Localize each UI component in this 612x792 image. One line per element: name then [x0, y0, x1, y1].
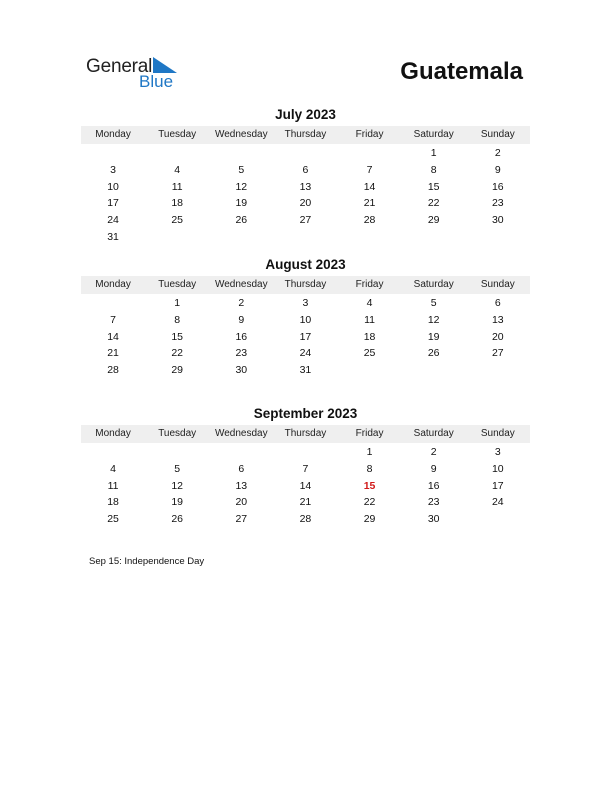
day-cell: 3	[302, 297, 309, 309]
day-cell: 10	[491, 462, 504, 475]
day-cell: 19	[235, 197, 248, 210]
day-cell: 21	[107, 347, 119, 360]
week-row	[81, 295, 530, 312]
day-cell: 30	[491, 214, 504, 227]
empty-day-cell	[81, 295, 145, 312]
day-cell: 10	[107, 180, 119, 193]
day-cell: 24	[107, 214, 119, 227]
week-row	[81, 179, 530, 196]
weekday-label: Monday	[95, 428, 131, 439]
country-title: Guatemala	[400, 58, 523, 85]
day-cell: 9	[238, 313, 245, 326]
empty-day-cell	[466, 511, 530, 528]
weekday-label: Thursday	[284, 129, 327, 140]
day-cell: 13	[235, 479, 248, 492]
week-row	[81, 478, 530, 495]
weekday-header	[81, 126, 530, 144]
day-cell: 22	[171, 347, 184, 360]
day-cell: 2	[430, 446, 437, 458]
logo-triangle-icon	[153, 57, 177, 73]
day-cell: 11	[107, 479, 119, 492]
day-cell: 16	[427, 479, 440, 492]
day-cell: 5	[238, 163, 245, 176]
month-title: July 2023	[275, 107, 336, 122]
week-row	[81, 511, 530, 528]
day-cell: 28	[299, 513, 312, 526]
day-cell: 4	[110, 462, 116, 475]
day-cell: 27	[299, 214, 312, 227]
logo-blue-text: Blue	[139, 72, 174, 91]
day-cell: 14	[107, 330, 119, 343]
day-cell: 20	[299, 197, 312, 210]
week-row	[81, 212, 530, 229]
day-cell: 13	[491, 313, 504, 326]
day-cell: 12	[171, 479, 184, 492]
day-cell: 19	[427, 330, 440, 343]
weekday-label: Saturday	[413, 279, 454, 290]
day-cell: 7	[302, 462, 309, 475]
day-cell: 3	[494, 446, 501, 458]
day-cell: 29	[171, 364, 184, 377]
empty-day-cell	[402, 362, 466, 379]
weekday-label: Tuesday	[158, 279, 197, 290]
empty-day-cell	[81, 145, 145, 162]
weekday-label: Friday	[355, 279, 384, 290]
empty-day-cell	[209, 444, 273, 461]
day-cell: 22	[363, 496, 376, 509]
month-title: August 2023	[265, 257, 346, 272]
day-cell: 16	[491, 180, 504, 193]
day-cell: 9	[430, 462, 437, 475]
month-weeks	[81, 443, 530, 528]
empty-day-cell	[209, 145, 273, 162]
weekday-label: Sunday	[480, 279, 515, 290]
day-cell: 26	[171, 513, 184, 526]
weekday-label: Thursday	[284, 428, 327, 439]
day-cell: 25	[107, 513, 119, 526]
day-cell: 25	[363, 347, 376, 360]
weekday-header	[81, 425, 530, 443]
day-cell: 1	[430, 147, 437, 159]
day-cell: 8	[430, 163, 437, 176]
day-cell: 12	[427, 313, 440, 326]
day-cell: 28	[107, 364, 119, 377]
empty-day-cell	[273, 229, 337, 246]
week-row	[81, 229, 530, 246]
day-cell: 11	[364, 313, 376, 326]
day-cell: 14	[299, 479, 312, 492]
empty-day-cell	[145, 229, 209, 246]
day-cell: 12	[235, 180, 248, 193]
logo-general-text: General	[86, 56, 153, 77]
empty-day-cell	[273, 145, 337, 162]
day-cell: 11	[171, 180, 183, 193]
day-cell: 20	[235, 496, 248, 509]
day-cell: 18	[107, 496, 119, 509]
day-cell: 18	[171, 197, 184, 210]
weekday-label: Sunday	[480, 129, 515, 140]
day-cell: 13	[299, 180, 312, 193]
month-weeks	[81, 294, 530, 379]
week-row	[81, 329, 530, 346]
month-title: September 2023	[253, 406, 358, 421]
day-cell: 25	[171, 214, 184, 227]
day-cell: 5	[174, 462, 181, 475]
empty-day-cell	[402, 229, 466, 246]
week-row	[81, 145, 530, 162]
empty-day-cell	[338, 145, 402, 162]
month-august	[81, 256, 530, 379]
day-cell: 23	[427, 496, 440, 509]
month-september	[81, 405, 530, 528]
day-cell: 17	[107, 197, 119, 210]
day-cell: 14	[363, 180, 376, 193]
weekday-label: Wednesday	[214, 428, 268, 439]
day-cell: 26	[235, 214, 248, 227]
day-cell: 31	[107, 230, 119, 243]
day-cell: 1	[174, 297, 181, 309]
empty-day-cell	[466, 229, 530, 246]
day-cell: 9	[494, 163, 501, 176]
weekday-label: Saturday	[413, 129, 454, 140]
empty-day-cell	[338, 362, 402, 379]
day-cell: 20	[491, 330, 504, 343]
day-cell: 24	[299, 347, 312, 360]
week-row	[81, 444, 530, 461]
empty-day-cell	[273, 444, 337, 461]
day-cell: 6	[494, 297, 501, 309]
week-row	[81, 195, 530, 212]
day-cell: 21	[363, 197, 376, 210]
weekday-label: Thursday	[284, 279, 327, 290]
day-cell: 6	[238, 462, 245, 475]
day-cell: 8	[174, 313, 181, 326]
day-cell: 30	[427, 513, 440, 526]
day-cell: 31	[299, 364, 312, 377]
weekday-label: Monday	[95, 129, 131, 140]
month-july	[81, 106, 530, 246]
day-cell: 7	[366, 163, 373, 176]
day-cell: 10	[299, 313, 312, 326]
day-cell: 18	[363, 330, 376, 343]
week-row	[81, 494, 530, 511]
day-cell: 4	[174, 163, 181, 176]
day-cell: 29	[363, 513, 376, 526]
day-cell: 23	[491, 197, 504, 210]
week-row	[81, 162, 530, 179]
weekday-label: Tuesday	[158, 428, 197, 439]
weekday-label: Friday	[355, 428, 384, 439]
empty-day-cell	[145, 145, 209, 162]
week-row	[81, 461, 530, 478]
day-cell: 8	[366, 462, 373, 475]
day-cell: 24	[491, 496, 504, 509]
brand-logo	[86, 56, 196, 96]
empty-day-cell	[145, 444, 209, 461]
day-cell: 30	[235, 364, 248, 377]
holiday-note: Sep 15: Independence Day	[89, 556, 205, 567]
day-cell: 23	[235, 347, 248, 360]
day-cell: 19	[171, 496, 184, 509]
holiday-day-cell: 15	[363, 479, 376, 492]
weekday-label: Friday	[355, 129, 384, 140]
day-cell: 22	[427, 197, 440, 210]
day-cell: 2	[238, 297, 245, 309]
day-cell: 4	[366, 297, 373, 309]
day-cell: 6	[302, 163, 309, 176]
day-cell: 5	[430, 297, 437, 309]
weekday-label: Saturday	[413, 428, 454, 439]
weekday-label: Monday	[95, 279, 131, 290]
day-cell: 7	[110, 313, 116, 326]
day-cell: 2	[494, 147, 501, 159]
week-row	[81, 362, 530, 379]
day-cell: 15	[171, 330, 184, 343]
week-row	[81, 312, 530, 329]
day-cell: 27	[491, 347, 504, 360]
empty-day-cell	[81, 444, 145, 461]
day-cell: 27	[235, 513, 248, 526]
empty-day-cell	[209, 229, 273, 246]
day-cell: 28	[363, 214, 376, 227]
empty-day-cell	[466, 362, 530, 379]
empty-day-cell	[338, 229, 402, 246]
month-weeks	[81, 144, 530, 246]
day-cell: 15	[427, 180, 440, 193]
day-cell: 17	[491, 479, 504, 492]
week-row	[81, 345, 530, 362]
weekday-label: Sunday	[480, 428, 515, 439]
day-cell: 29	[427, 214, 440, 227]
weekday-label: Wednesday	[214, 279, 268, 290]
holiday-notes	[89, 556, 204, 567]
day-cell: 16	[235, 330, 248, 343]
day-cell: 1	[366, 446, 373, 458]
day-cell: 26	[427, 347, 440, 360]
weekday-label: Tuesday	[158, 129, 197, 140]
day-cell: 3	[110, 163, 116, 176]
weekday-label: Wednesday	[214, 129, 268, 140]
day-cell: 17	[299, 330, 312, 343]
day-cell: 21	[299, 496, 312, 509]
weekday-header	[81, 276, 530, 294]
